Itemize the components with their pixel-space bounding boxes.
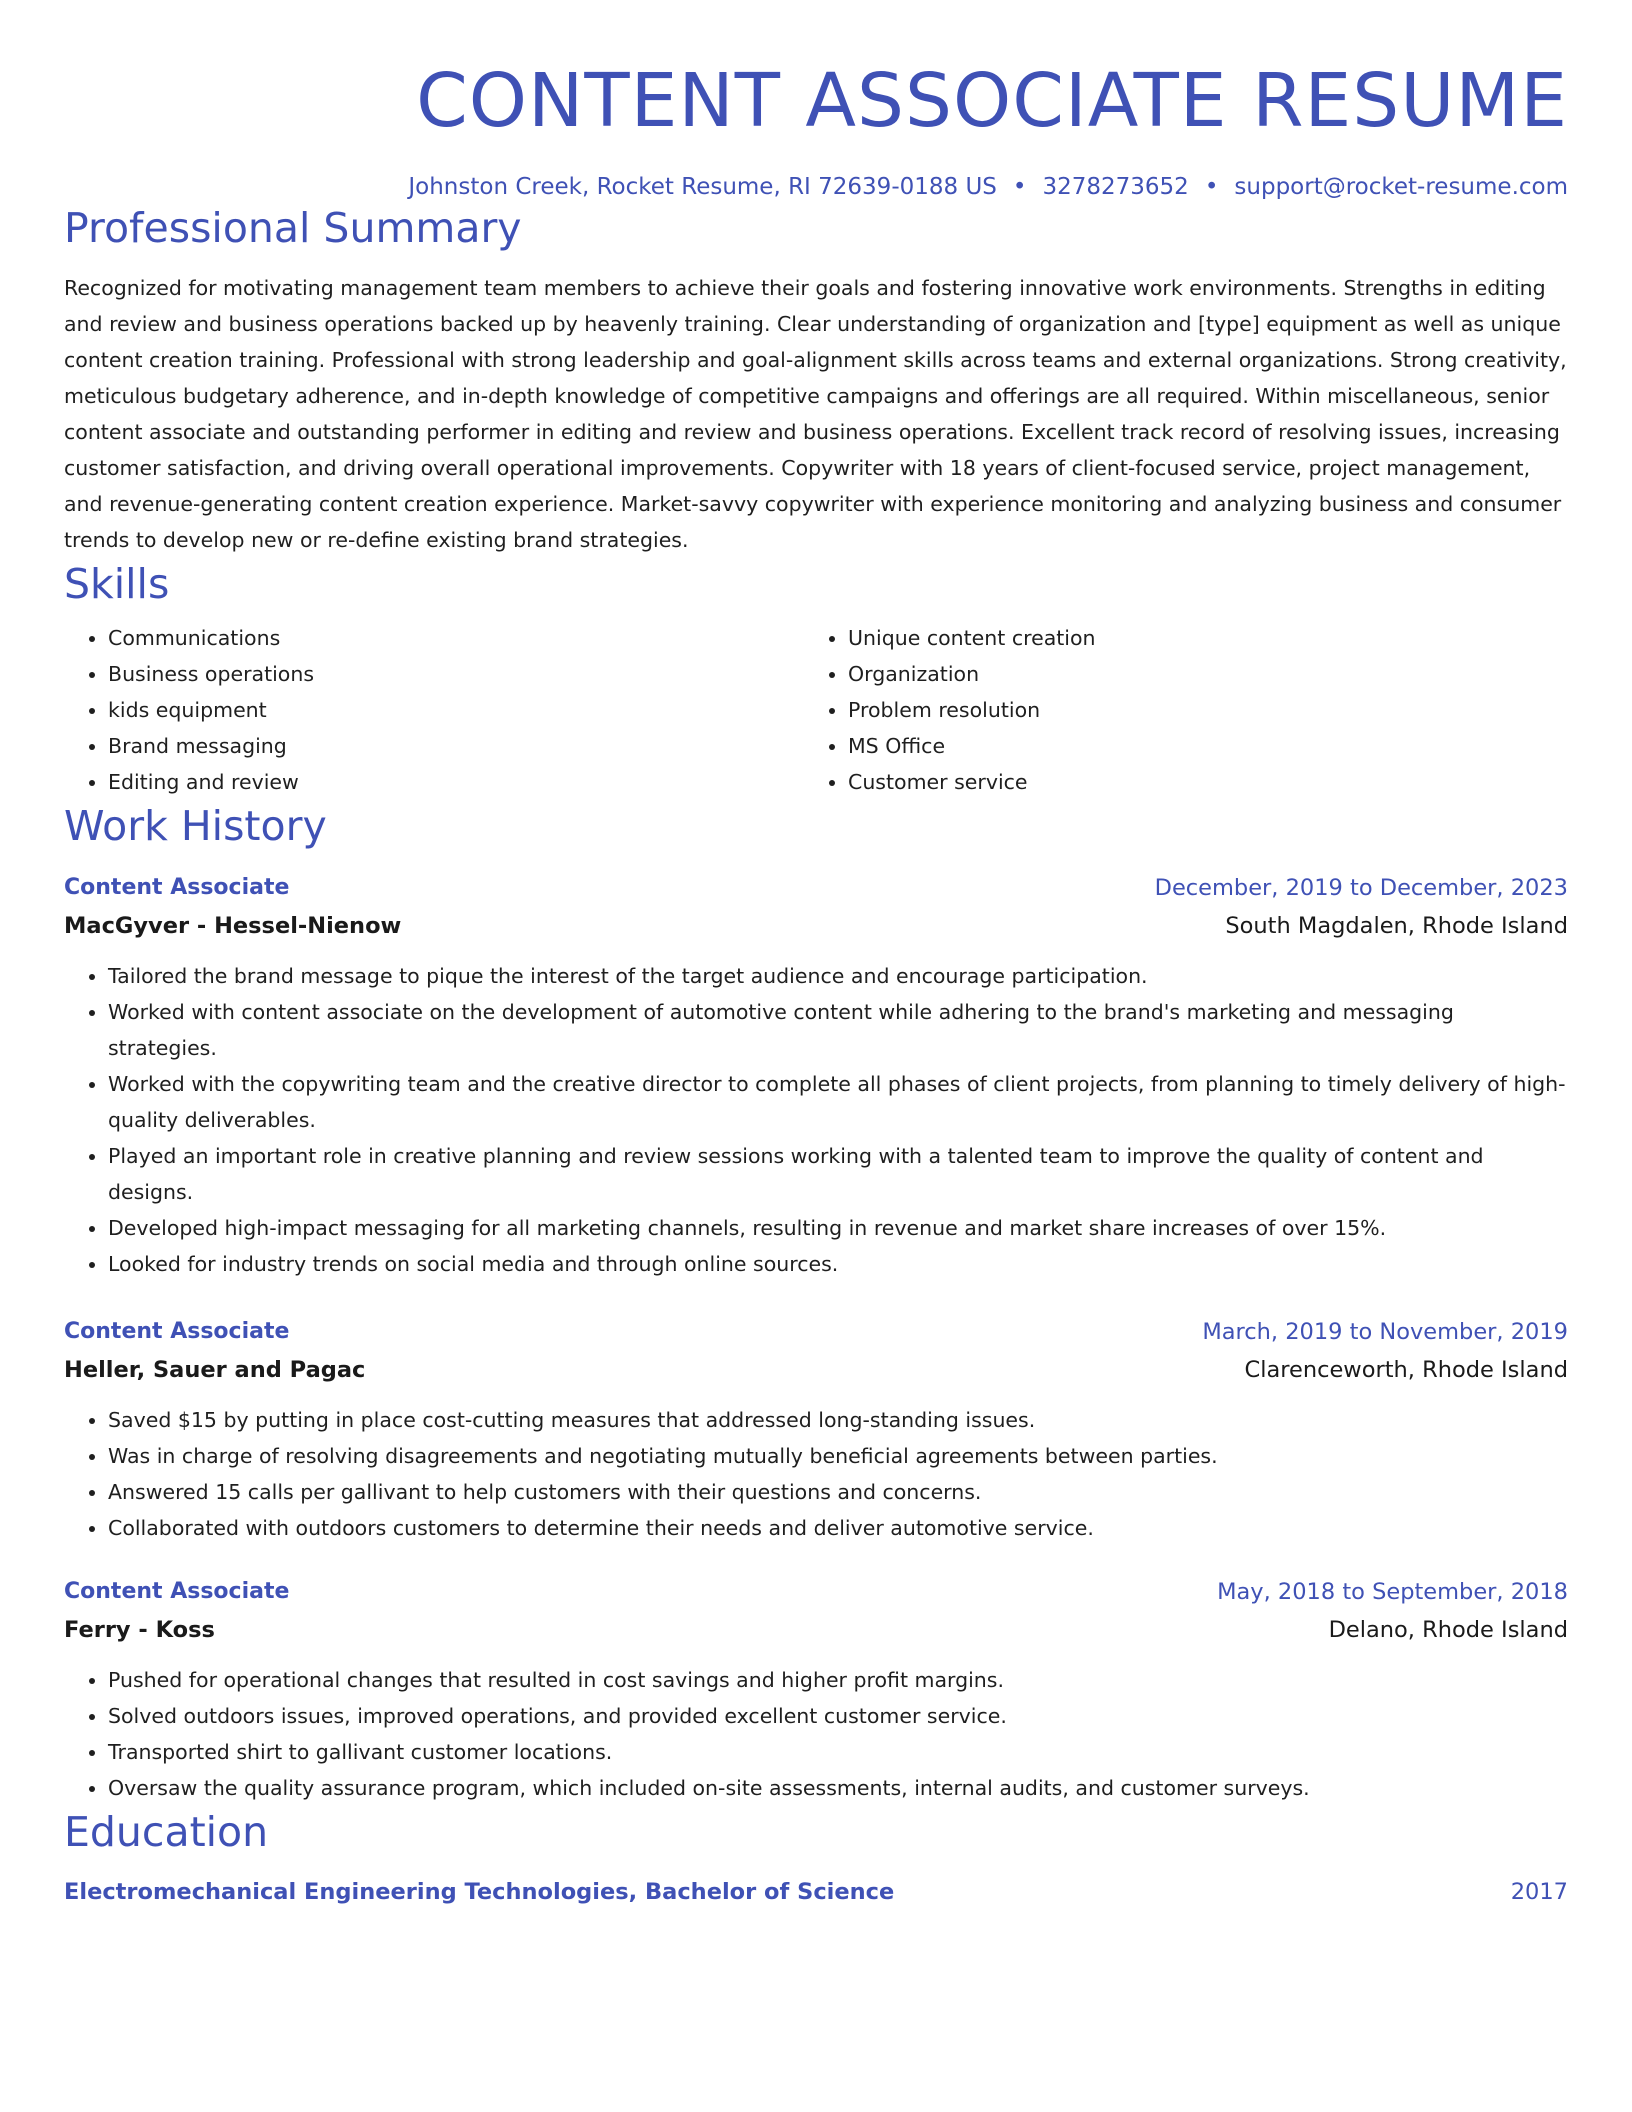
skills-column-left [64, 620, 804, 800]
duty-item: • Answered 15 calls per gallivant to help customers with their questions and concerns. [108, 1474, 1568, 1510]
job-title: Content Associate [64, 1319, 290, 1344]
skills-heading: Skills [64, 560, 170, 608]
contact-line [64, 172, 1568, 202]
duty-item: • Solved outdoors issues, improved operations, and provided excellent customer service. [108, 1698, 1568, 1734]
education-entry [64, 1876, 1568, 1908]
skill-item: • Business operations [108, 656, 804, 692]
job-duties [64, 1662, 1568, 1806]
duty-item: • Pushed for operational changes that resulted in cost savings and higher profit margins. [108, 1662, 1568, 1698]
skills-list [64, 620, 1568, 800]
summary-heading: Professional Summary [64, 204, 522, 252]
skill-item: • Brand messaging [108, 728, 804, 764]
skill-item: • Communications [108, 620, 804, 656]
duty-item: • Transported shirt to gallivant customer locations. [108, 1734, 1568, 1770]
company-name: Heller, Sauer and Pagac [64, 1357, 366, 1383]
duty-item: • Looked for industry trends on social media and through online sources. [108, 1246, 1568, 1282]
graduation-year: 2017 [1510, 1879, 1568, 1905]
duty-item: • Developed high-impact messaging for all marketing channels, resulting in revenue and market share increases of over 15%. [108, 1210, 1568, 1246]
duty-item: • Played an important role in creative planning and review sessions working with a talented team to improve the quality of content and designs. [108, 1138, 1568, 1210]
duty-item: • Tailored the brand message to pique the interest of the target audience and encourage participation. [108, 958, 1568, 994]
job-dates: May, 2018 to September, 2018 [1217, 1579, 1568, 1605]
job-dates: March, 2019 to November, 2019 [1202, 1319, 1568, 1345]
duty-item: • Oversaw the quality assurance program, which included on-site assessments, internal audits, and customer surveys. [108, 1770, 1568, 1806]
job-entry [64, 1316, 1568, 1546]
job-entry [64, 1576, 1568, 1806]
job-duties [64, 958, 1568, 1282]
job-duties [64, 1402, 1568, 1546]
phone: 3278273652 [1042, 174, 1189, 200]
job-location: Delano, Rhode Island [1328, 1617, 1568, 1643]
job-title: Content Associate [64, 875, 290, 900]
skill-item: • MS Office [848, 728, 1096, 764]
job-entry [64, 872, 1568, 1282]
duty-item: • Worked with the copywriting team and the creative director to complete all phases of client projects, from planning to timely delivery of high-quality deliverables. [108, 1066, 1568, 1138]
job-dates: December, 2019 to December, 2023 [1154, 875, 1568, 901]
job-location: South Magdalen, Rhode Island [1225, 913, 1568, 939]
skill-item: • Organization [848, 656, 1096, 692]
skills-column-right [804, 620, 1096, 800]
skill-item: • kids equipment [108, 692, 804, 728]
separator: • [1012, 174, 1027, 200]
duty-item: • Collaborated with outdoors customers to determine their needs and deliver automotive service. [108, 1510, 1568, 1546]
job-location: Clarenceworth, Rhode Island [1244, 1357, 1568, 1383]
company-name: MacGyver - Hessel-Nienow [64, 913, 402, 939]
job-title: Content Associate [64, 1579, 290, 1604]
work-history-heading: Work History [64, 802, 327, 850]
duty-item: • Worked with content associate on the development of automotive content while adhering to the brand's marketing and messaging strategies. [108, 994, 1568, 1066]
summary-text: Recognized for motivating management team members to achieve their goals and fostering innovative work environments. Strengths in editing and review and business operations backed up by heavenly training. Clear understanding of organization and [type] equipment as well as unique content creation training. Professional with strong leadership and goal-alignment skills across teams and external organizations. Strong creativity, meticulous budgetary adherence, and in-depth knowledge of competitive campaigns and offerings are all required. Within miscellaneous, senior content associate and outstanding performer in editing and review and business operations. Excellent track record of resolving issues, increasing customer satisfaction, and driving overall operational improvements. Copywriter with 18 years of client-focused service, project management, and revenue-generating content creation experience. Market-savvy copywriter with experience monitoring and analyzing business and consumer trends to develop new or re-define existing brand strategies. [64, 276, 1567, 552]
separator: • [1204, 174, 1219, 200]
resume-title: CONTENT ASSOCIATE RESUME [416, 58, 1568, 144]
skill-item: • Editing and review [108, 764, 804, 800]
education-heading: Education [64, 1808, 269, 1856]
address: Johnston Creek, Rocket Resume, RI 72639-0188 US [408, 174, 997, 200]
email: support@rocket-resume.com [1234, 174, 1568, 200]
skill-item: • Unique content creation [848, 620, 1096, 656]
skill-item: • Problem resolution [848, 692, 1096, 728]
duty-item: • Saved $15 by putting in place cost-cutting measures that addressed long-standing issues. [108, 1402, 1568, 1438]
duty-item: • Was in charge of resolving disagreements and negotiating mutually beneficial agreements between parties. [108, 1438, 1568, 1474]
degree: Electromechanical Engineering Technologies, Bachelor of Science [64, 1879, 895, 1905]
company-name: Ferry - Koss [64, 1617, 215, 1643]
skill-item: • Customer service [848, 764, 1096, 800]
